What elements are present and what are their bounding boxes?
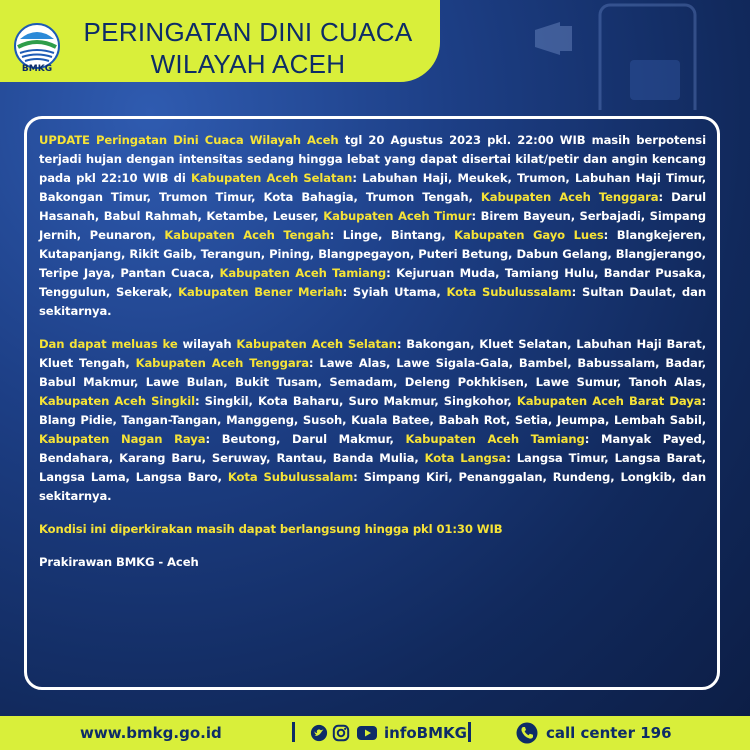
body-text: Prakirawan BMKG - Aceh: [39, 555, 199, 569]
title-line-1: PERINGATAN DINI CUACA: [83, 17, 413, 47]
title-line-2: WILAYAH ACEH: [150, 49, 346, 79]
body-text: : Blang Pidie, Tangan-Tangan, Manggeng, Susoh, Kuala Batee, Babah Rot, Setia, Jeumpa, Lembah Sabil,: [39, 394, 706, 427]
warning-content-box: [24, 116, 720, 690]
warning-paragraph-1: [39, 131, 706, 321]
logo-text: BMKG: [21, 64, 53, 74]
highlight-text: Kabupaten Aceh Selatan: [191, 171, 353, 185]
highlight-text: Kondisi ini diperkirakan masih dapat berlangsung hingga pkl 01:30 WIB: [39, 522, 503, 536]
highlight-text: UPDATE Peringatan Dini Cuaca Wilayah Aceh: [39, 133, 339, 147]
body-text: : Labuhan Haji, Meukek, Trumon, Labuhan Haji Timur, Bakongan Timur, Trumon Timur, Kota Bahagia, Trumon Tengah,: [39, 171, 707, 204]
body-text: : Simpang Kiri, Penanggalan, Rundeng, Longkib, dan sekitarnya.: [39, 470, 706, 503]
phone-icon: [516, 722, 538, 744]
body-text: wilayah: [177, 337, 237, 351]
header-bar: [0, 0, 440, 82]
highlight-text: Kabupaten Gayo Lues: [454, 228, 604, 242]
instagram-icon[interactable]: [332, 724, 350, 742]
highlight-text: Kota Langsa: [424, 451, 507, 465]
body-text: : Birem Bayeun, Serbajadi, Simpang Jernih, Peunaron,: [39, 209, 706, 242]
highlight-text: Kabupaten Aceh Tamiang: [405, 432, 585, 446]
body-text: tgl 20 Agustus 2023 pkl. 22:00 WIB masih berpotensi terjadi hujan dengan intensitas sedang hingga lebat yang dapat disertai kilat/petir dan angin kencang pada pkl 22:10 WIB di: [39, 133, 706, 185]
highlight-text: Kabupaten Aceh Tengah: [164, 228, 330, 242]
warning-paragraph-3: [39, 520, 706, 539]
body-text: : Kejuruan Muda, Tamiang Hulu, Bandar Pusaka, Tenggulun, Sekerak,: [39, 266, 706, 299]
website-link[interactable]: www.bmkg.go.id: [80, 724, 222, 742]
highlight-text: Kota Subulussalam: [446, 285, 572, 299]
body-text: : Beutong, Darul Makmur,: [205, 432, 406, 446]
highlight-text: Kota Subulussalam: [227, 470, 354, 484]
social-handle[interactable]: infoBMKG: [384, 724, 467, 742]
footer-divider: [292, 722, 295, 742]
body-text: : Syiah Utama,: [342, 285, 447, 299]
highlight-text: Kabupaten Aceh Tamiang: [219, 266, 387, 280]
highlight-text: Kabupaten Aceh Tenggara: [480, 190, 659, 204]
body-text: : Langsa Timur, Langsa Barat, Langsa Lama, Langsa Baro,: [39, 451, 706, 484]
body-text: : Sultan Daulat, dan sekitarnya.: [39, 285, 707, 318]
body-text: : Manyak Payed, Bendahara, Karang Baru, Seruway, Rantau, Banda Mulia,: [39, 432, 706, 465]
body-text: : Bakongan, Kluet Selatan, Labuhan Haji Barat, Kluet Tengah,: [39, 337, 707, 370]
highlight-text: Dan dapat meluas ke: [39, 337, 178, 351]
body-text: : Blangkejeren, Kutapanjang, Rikit Gaib, Terangun, Pining, Blangpegayon, Puteri Betung, Dabun Gelang, Blangjerango, Teripe Jaya, Pantan Cuaca,: [39, 228, 706, 280]
page-title: [68, 16, 428, 80]
highlight-text: Kabupaten Aceh Selatan: [236, 337, 397, 351]
warning-paragraph-4: [39, 553, 706, 572]
highlight-text: Kabupaten Bener Meriah: [178, 285, 343, 299]
highlight-text: Kabupaten Aceh Singkil: [39, 394, 195, 408]
highlight-text: Kabupaten Aceh Barat Daya: [516, 394, 702, 408]
body-text: : Lawe Alas, Lawe Sigala-Gala, Bambel, Babussalam, Badar, Babul Makmur, Lawe Bulan, Bukit Tusam, Semadam, Deleng Pokhkisen, Lawe Sumur, Tanoh Alas,: [39, 356, 706, 389]
footer-divider: [468, 722, 471, 742]
call-center[interactable]: call center 196: [546, 724, 672, 742]
youtube-icon[interactable]: [356, 724, 378, 742]
body-text: : Darul Hasanah, Babul Rahmah, Ketambe, Leuser,: [39, 190, 706, 223]
highlight-text: Kabupaten Aceh Tenggara: [135, 356, 309, 370]
highlight-text: Kabupaten Nagan Raya: [39, 432, 206, 446]
footer-bar: [0, 716, 750, 750]
twitter-icon[interactable]: [310, 724, 328, 742]
body-text: : Singkil, Kota Baharu, Suro Makmur, Singkohor,: [194, 394, 517, 408]
warning-paragraph-2: [39, 335, 706, 506]
megaphone-icon: [530, 0, 710, 110]
body-text: : Linge, Bintang,: [329, 228, 455, 242]
highlight-text: Kabupaten Aceh Timur: [323, 209, 472, 223]
